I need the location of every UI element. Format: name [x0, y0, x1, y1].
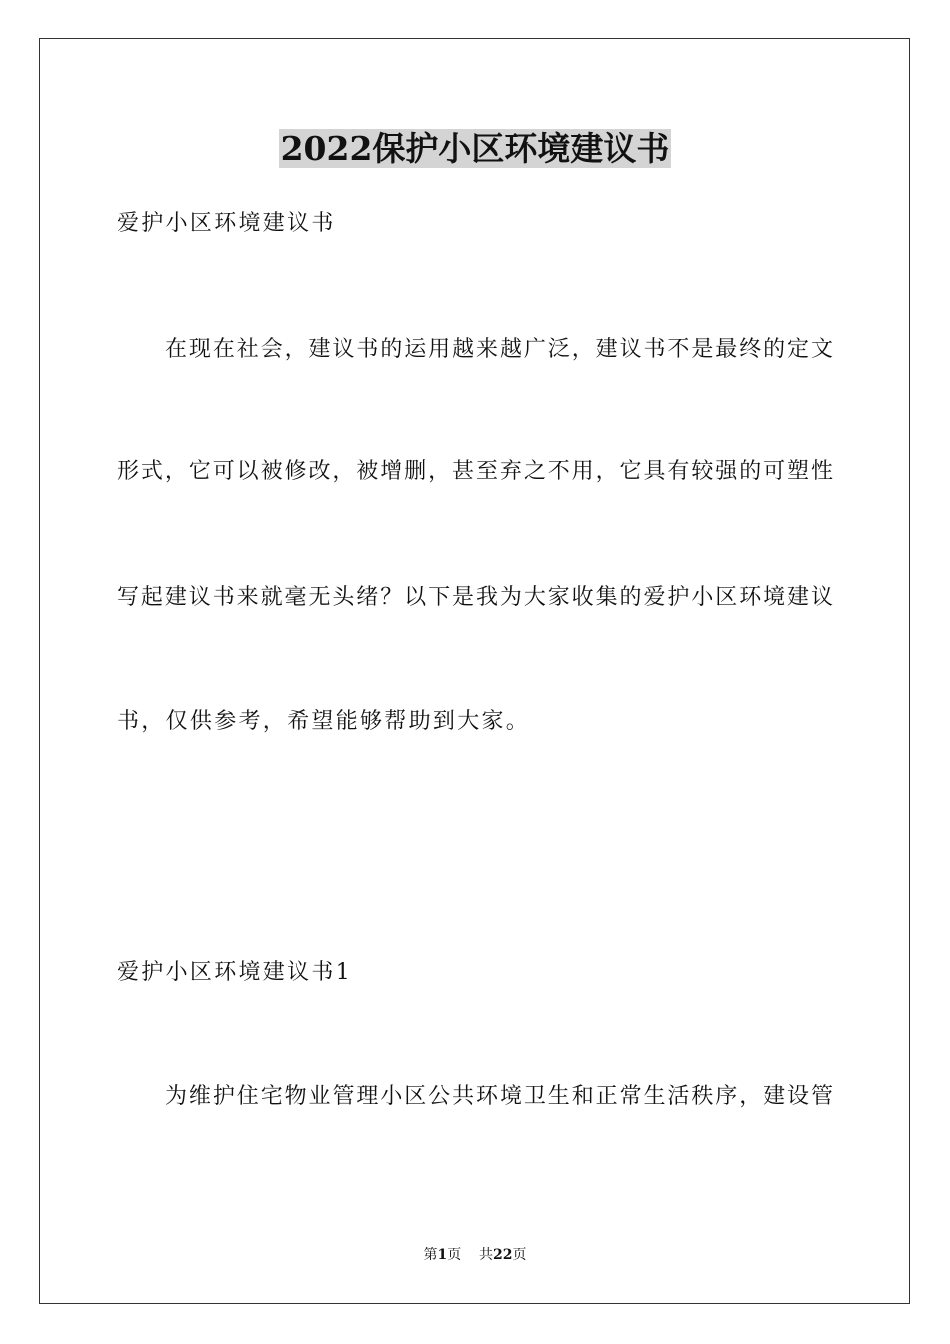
document-title-text: 2022保护小区环境建议书 — [280, 129, 670, 168]
paragraph-line: 在现在社会，建议书的运用越来越广泛，建议书不是最终的定文 — [165, 337, 833, 362]
section-heading: 爱护小区环境建议书1 — [117, 960, 352, 985]
page-footer — [0, 1245, 950, 1265]
page-prefix: 第 — [423, 1247, 438, 1263]
paragraph-line: 写起建议书来就毫无头绪？以下是我为大家收集的爱护小区环境建议 — [117, 585, 833, 610]
page-suffix: 页 — [447, 1247, 462, 1263]
total-suffix: 页 — [512, 1247, 527, 1263]
paragraph-line: 书，仅供参考，希望能够帮助到大家。 — [117, 709, 531, 734]
paragraph-line: 为维护住宅物业管理小区公共环境卫生和正常生活秩序，建设管 — [165, 1084, 833, 1109]
document-title — [0, 127, 950, 171]
page-number: 1 — [437, 1247, 448, 1263]
total-prefix: 共 — [479, 1247, 494, 1263]
section-heading: 爱护小区环境建议书 — [117, 211, 336, 236]
paragraph-line: 形式，它可以被修改，被增删，甚至弃之不用，它具有较强的可塑性 — [117, 459, 833, 484]
total-pages: 22 — [493, 1247, 513, 1263]
